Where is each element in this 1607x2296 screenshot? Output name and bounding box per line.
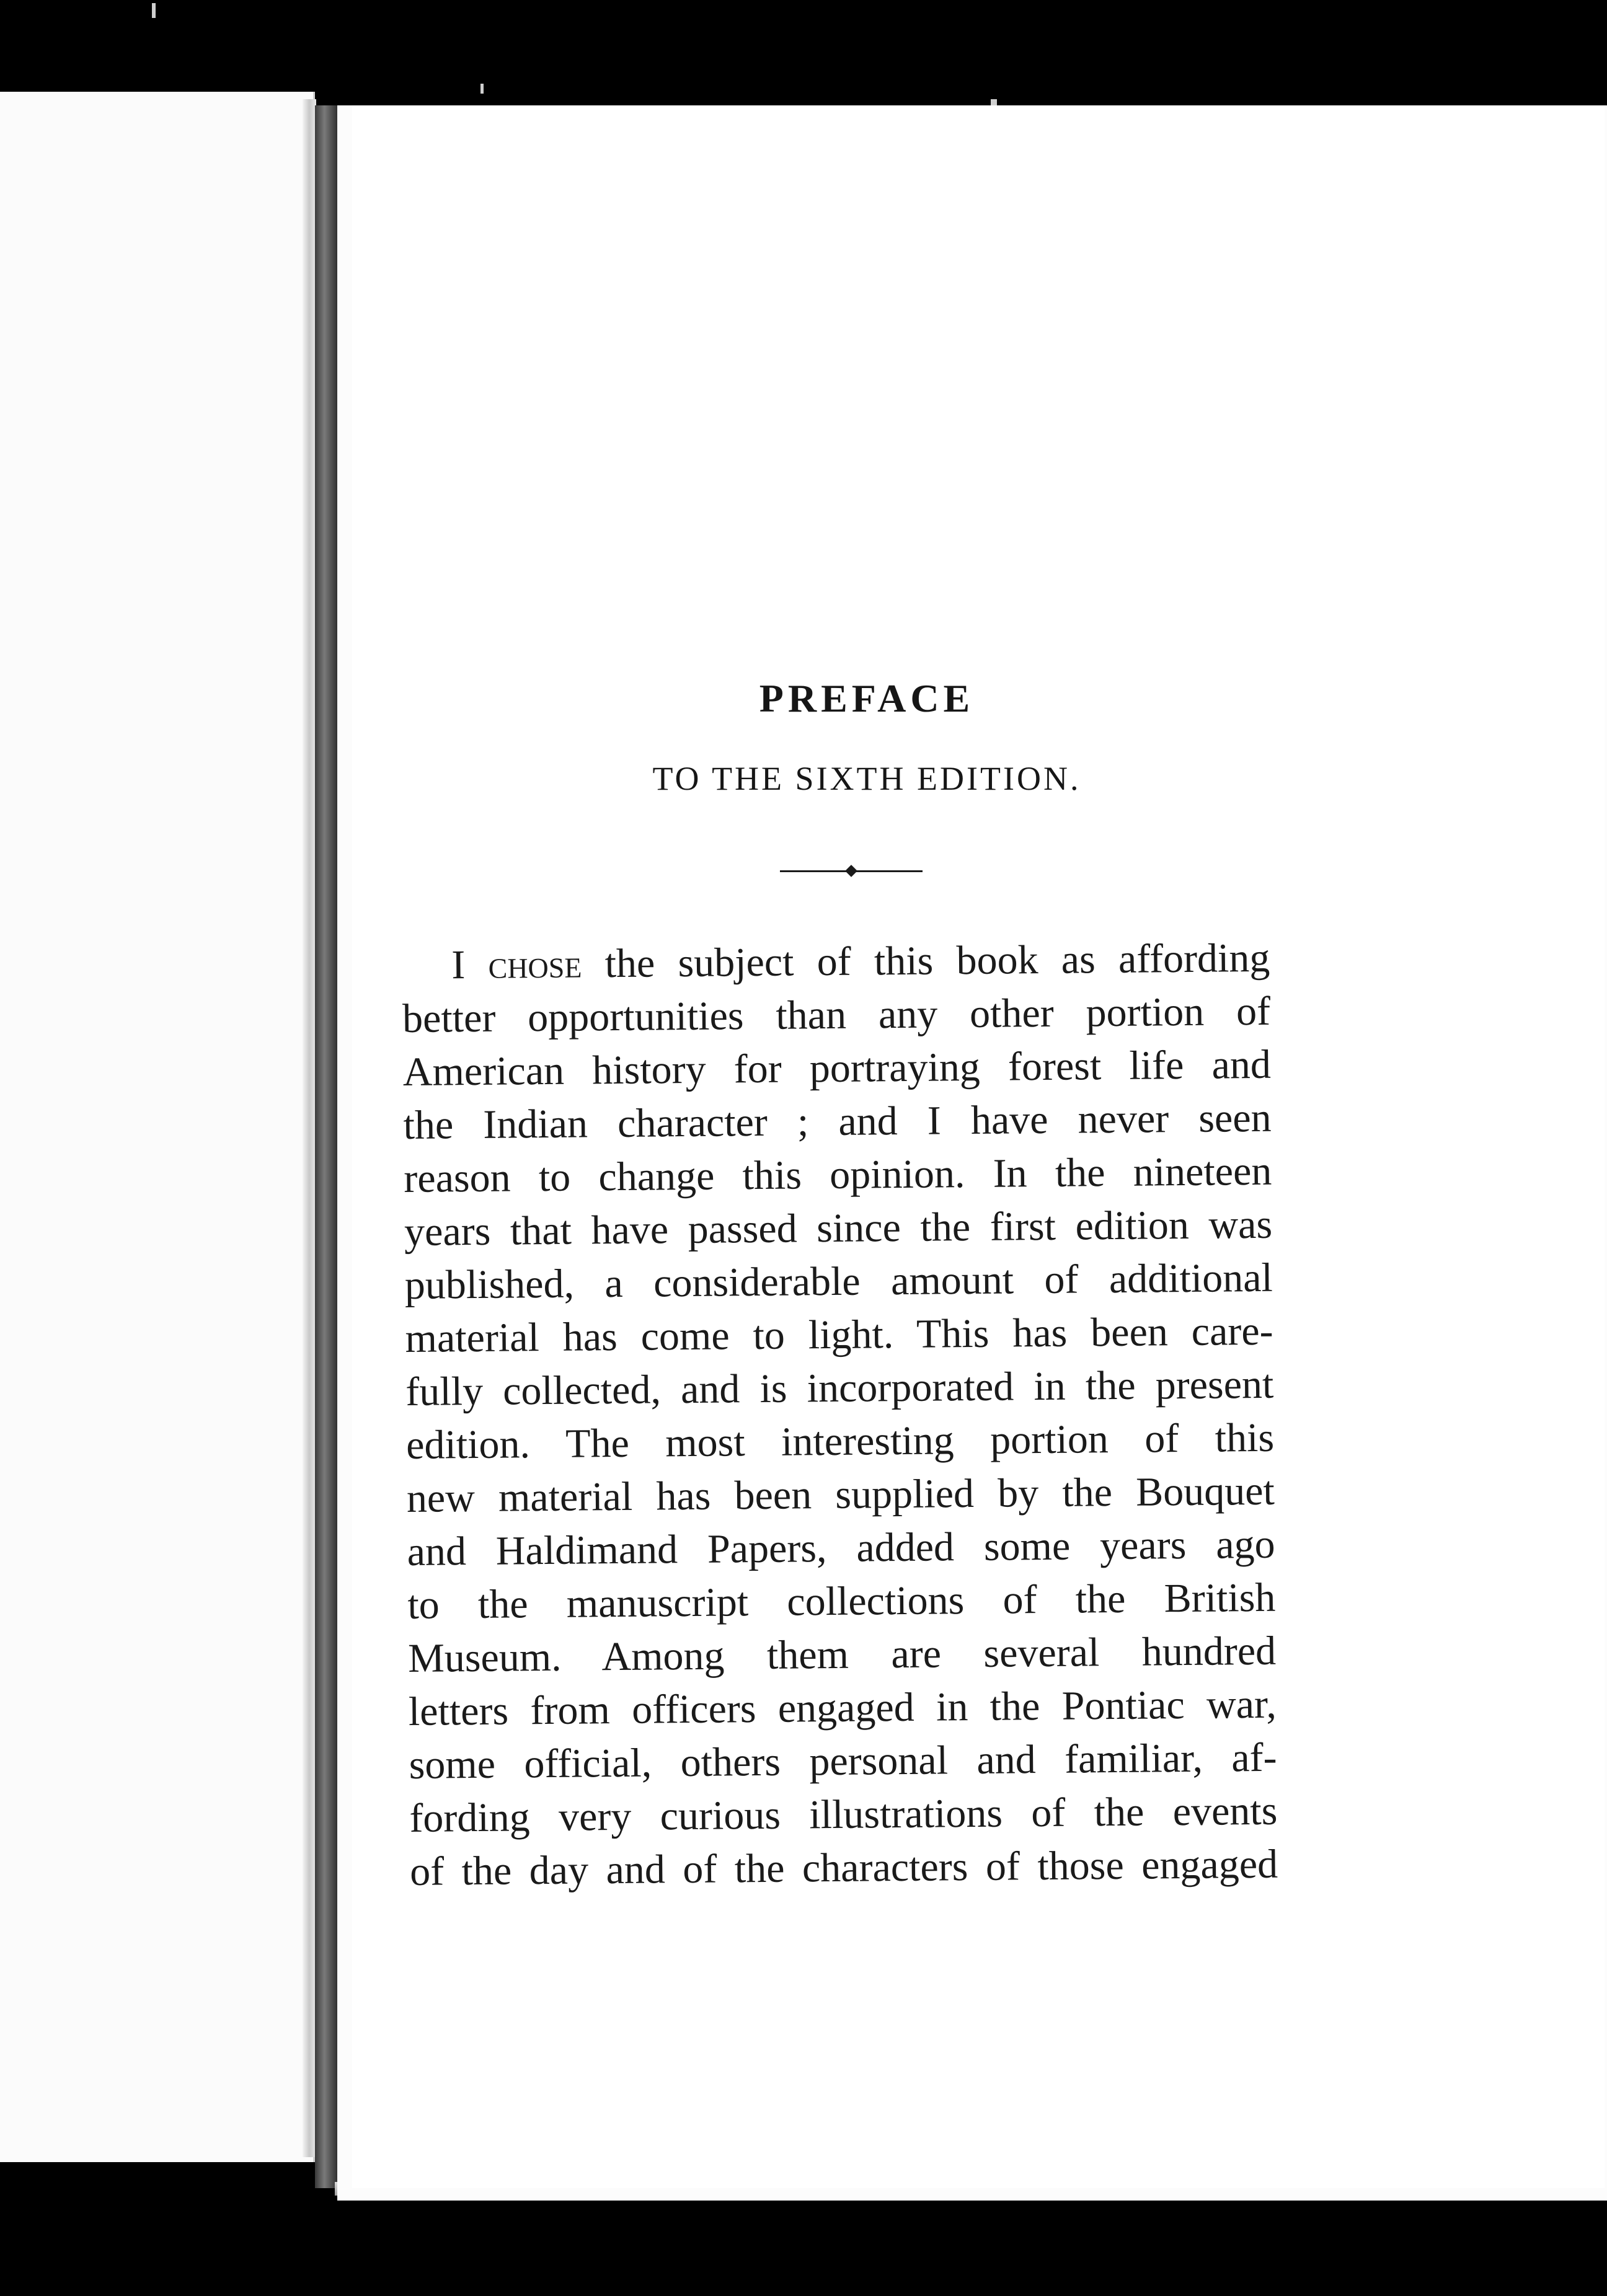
first-word: I — [451, 942, 466, 988]
text-line: better opportunities than any other portion of — [402, 988, 1271, 1041]
text-line: material has come to light. This has been care- — [405, 1308, 1273, 1361]
text-line: to the manuscript collections of the British — [407, 1574, 1276, 1628]
text-line: Museum. Among them are several hundred — [407, 1628, 1277, 1681]
text-line: edition. The most interesting portion of this — [405, 1415, 1275, 1468]
ornament-line-left — [780, 870, 848, 872]
text-line: reason to change this opinion. In the nineteen — [404, 1148, 1272, 1201]
text-line — [402, 932, 1270, 992]
first-word-smallcaps: chose — [488, 941, 582, 987]
text-line: the Indian character ; and I have never seen — [403, 1095, 1272, 1148]
text-line: letters from officers engaged in the Pontiac war, — [408, 1681, 1277, 1734]
page-subtitle: TO THE SIXTH EDITION. — [652, 760, 1081, 797]
text-line: fording very curious illustrations of the events — [409, 1788, 1278, 1841]
line-text: the subject of this book as affording — [604, 935, 1270, 987]
preface-paragraph — [402, 932, 1278, 1899]
text-line: published, a considerable amount of additional — [404, 1255, 1273, 1308]
left-page — [0, 92, 315, 2162]
text-line: of the day and of the characters of those engaged — [409, 1841, 1278, 1894]
ornament-divider — [780, 865, 923, 877]
page-title: PREFACE — [759, 676, 975, 720]
right-page — [337, 105, 1607, 2201]
text-line: American history for portraying forest life and — [402, 1041, 1272, 1095]
scan-speck — [152, 3, 156, 18]
ornament-line-right — [854, 870, 923, 872]
book-gutter — [315, 105, 339, 2188]
text-line: some official, others personal and familiar, af- — [409, 1734, 1277, 1788]
text-line: new material has been supplied by the Bouquet — [406, 1468, 1275, 1521]
scan-speck — [991, 99, 997, 105]
text-line: years that have passed since the first edition was — [404, 1201, 1273, 1255]
text-line: and Haldimand Papers, added some years ago — [407, 1521, 1275, 1574]
scan-speck — [480, 84, 484, 94]
page-content-area — [352, 105, 1605, 2188]
left-page-edge — [303, 99, 316, 2157]
text-line: fully collected, and is incorporated in the present — [405, 1361, 1274, 1415]
